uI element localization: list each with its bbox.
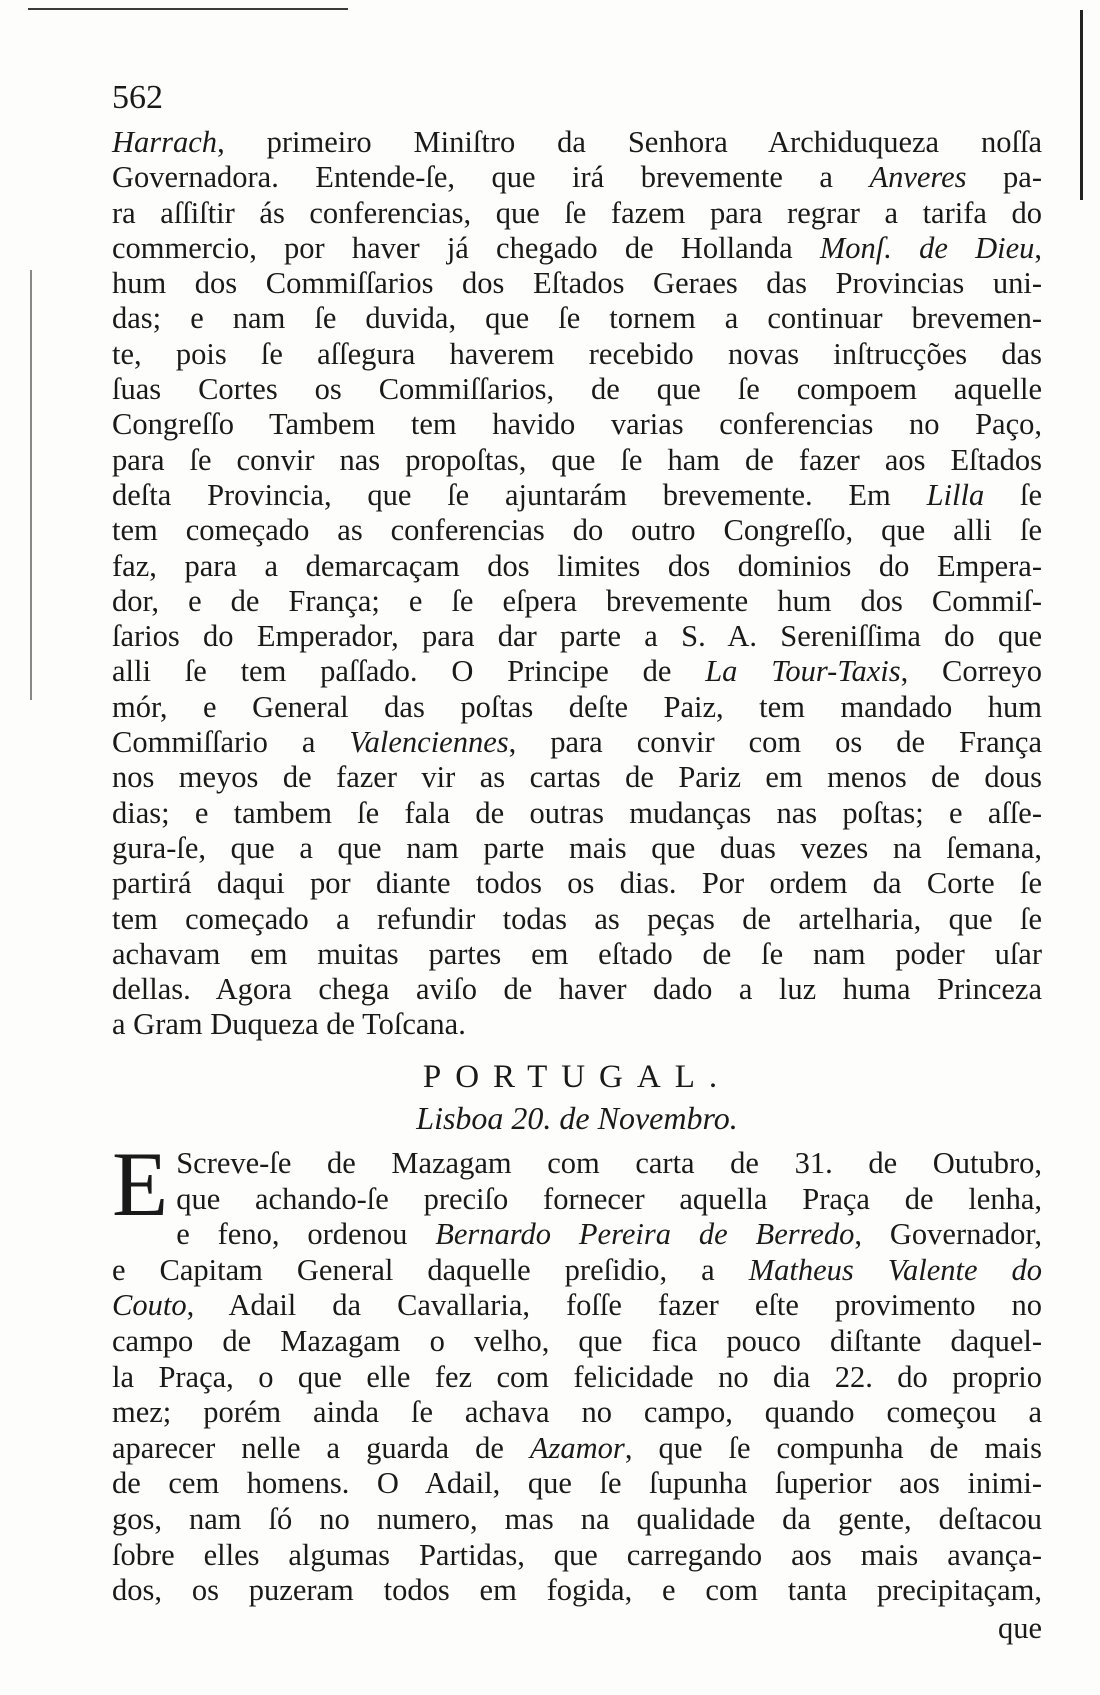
text-line (112, 1324, 1042, 1360)
text-run: ſuas Cortes os Commiſſarios, de que ſe compoem aquelle (112, 372, 1042, 407)
text-run: Congreſſo Tambem tem havido varias conferencias no Paço, (112, 407, 1042, 442)
text-line (112, 478, 1042, 513)
text-run: e feno, ordenou (176, 1217, 436, 1252)
text-line (112, 266, 1042, 301)
text-line (112, 513, 1042, 548)
text-run: dos, os puzeram todos em fogida, e com tanta precipitaçam, (112, 1573, 1042, 1608)
text-run: dias; e tambem ſe fala de outras mudanças nas poſtas; e aſſe- (112, 795, 1042, 830)
text-line (112, 584, 1042, 619)
text-line (112, 549, 1042, 584)
text-line (112, 407, 1042, 442)
text-run: Governadora. Entende-ſe, que irá brevemente a (112, 160, 870, 195)
text-line (112, 125, 1042, 160)
text-line (112, 301, 1042, 336)
italic-text: Monſ. de Dieu (819, 230, 1035, 265)
text-line (112, 654, 1042, 689)
text-run: hum dos Commiſſarios dos Eſtados Geraes das Provincias uni- (112, 266, 1042, 301)
text-run: campo de Mazagam o velho, que fica pouco diſtante daquel- (112, 1323, 1042, 1358)
body-text (112, 125, 1042, 1043)
text-run: commercio, por haver já chegado de Hollanda (112, 230, 820, 265)
text-run: Screve-ſe de Mazagam com carta de 31. de Outubro, (176, 1146, 1042, 1180)
italic-text: Harrach (112, 125, 218, 159)
text-run: ſobre elles algumas Partidas, que carregando aos mais avança- (112, 1537, 1042, 1572)
text-run: pa- (966, 160, 1042, 195)
page-edge-left (30, 270, 32, 700)
text-run: mez; porém ainda ſe achava no campo, quando começou a (112, 1395, 1042, 1430)
text-run: dor, e de França; e ſe eſpera brevemente hum dos Commiſ- (112, 583, 1042, 618)
text-run: , Correyo (900, 654, 1043, 689)
text-line (112, 1502, 1042, 1538)
text-run: tem começado as conferencias do outro Congreſſo, que alli ſe (112, 513, 1042, 548)
text-line (112, 1182, 1042, 1218)
text-line (112, 972, 1042, 1007)
text-line (112, 796, 1042, 831)
text-line (112, 372, 1042, 407)
top-rule (28, 8, 348, 10)
italic-text: Valenciennes (349, 725, 509, 760)
text-run: de cem homens. O Adail, que ſe ſupunha ſuperior aos inimi- (112, 1466, 1042, 1501)
text-line (112, 1431, 1042, 1467)
text-line (112, 231, 1042, 266)
text-run: la Praça, o que elle fez com felicidade no dia 22. do proprio (112, 1359, 1042, 1394)
text-run: gos, nam ſó no numero, mas na qualidade da gente, deſtacou (112, 1501, 1042, 1536)
text-run: aparecer nelle a guarda de (112, 1430, 530, 1465)
text-line (112, 760, 1042, 795)
text-run: , para convir com os de França (508, 725, 1042, 760)
italic-text: Matheus Valente do (748, 1252, 1043, 1287)
text-line (112, 1288, 1042, 1324)
text-line (112, 1538, 1042, 1574)
article-text (112, 1133, 1043, 1609)
text-run: ſe (984, 477, 1043, 512)
text-line (112, 1466, 1042, 1502)
text-line (112, 866, 1042, 901)
text-run: te, pois ſe aſſegura haverem recebido novas inſtrucções das (112, 336, 1042, 371)
text-run: e Capitam General daquelle preſidio, a (112, 1252, 749, 1287)
text-run: , que ſe compunha de mais (624, 1430, 1042, 1465)
text-run: a Gram Duqueza de Toſcana. (112, 1007, 466, 1042)
text-run: , (1034, 230, 1042, 265)
text-line (112, 1360, 1042, 1396)
text-line (112, 831, 1042, 866)
text-line (112, 690, 1042, 725)
text-run: partirá daqui por diante todos os dias. Por ordem da Corte ſe (112, 866, 1042, 901)
text-run: alli ſe tem paſſado. O Principe de (112, 654, 706, 689)
text-run: das; e nam ſe duvida, que ſe tornem a continuar brevemen- (112, 301, 1042, 336)
italic-text: Anveres (869, 160, 967, 195)
text-line (112, 1395, 1042, 1431)
catchword: que (997, 1611, 1042, 1645)
page-number: 562 (112, 79, 163, 116)
text-run: , Adail da Cavallaria, foſſe fazer eſte provimento no (186, 1288, 1042, 1323)
text-run: ſarios do Emperador, para dar parte a S. A. Sereniſſima do que (112, 619, 1042, 654)
text-run: mór, e General das poſtas deſte Paiz, tem mandado hum (112, 689, 1042, 724)
page-edge-right (1080, 10, 1083, 200)
section-heading: PORTUGAL. (422, 1059, 732, 1095)
italic-text: La Tour-Taxis (705, 654, 901, 689)
text-run: ra aſſiſtir ás conferencias, que ſe fazem para regrar a tarifa do (112, 195, 1042, 230)
drop-cap: E (112, 1133, 169, 1235)
text-line (112, 1253, 1042, 1289)
text-line (112, 1217, 1042, 1253)
text-run: nos meyos de fazer vir as cartas de Pariz em menos de dous (112, 760, 1042, 795)
text-line (112, 1007, 1042, 1042)
text-run: tem começado a refundir todas as peças de artelharia, que ſe (112, 901, 1042, 936)
text-line (112, 1146, 1042, 1182)
text-run: , primeiro Miniſtro da Senhora Archiduqueza noſſa (217, 125, 1042, 159)
text-run: deſta Provincia, que ſe ajuntarám brevemente. Em (112, 477, 927, 512)
dateline: Lisboa 20. de Novembro. (416, 1100, 738, 1136)
text-run: gura-ſe, que a que nam parte mais que duas vezes na ſemana, (112, 830, 1042, 865)
text-run: que achando-ſe preciſo fornecer aquella Praça de lenha, (176, 1181, 1042, 1216)
text-run: achavam em muitas partes em eſtado de ſe nam poder uſar (112, 936, 1042, 971)
text-line (112, 937, 1042, 972)
text-line (112, 337, 1042, 372)
text-line (112, 619, 1042, 654)
text-run: dellas. Agora chega aviſo de haver dado a luz huma Princeza (112, 972, 1042, 1007)
text-line (112, 725, 1042, 760)
text-run: faz, para a demarcaçam dos limites dos dominios do Empera- (112, 548, 1042, 583)
italic-text: Bernardo Pereira de Berredo (435, 1217, 855, 1252)
italic-text: Azamor (529, 1430, 625, 1465)
text-line (112, 160, 1042, 195)
text-line (112, 1573, 1042, 1609)
text-run: Commiſſario a (112, 725, 350, 760)
text-run: , Governador, (854, 1217, 1042, 1252)
text-line (112, 902, 1042, 937)
text-line (112, 196, 1042, 231)
italic-text: Couto (112, 1288, 187, 1323)
italic-text: Lilla (926, 477, 985, 512)
text-line (112, 443, 1042, 478)
text-run: para ſe convir nas propoſtas, que ſe ham de fazer aos Eſtados (112, 442, 1042, 477)
